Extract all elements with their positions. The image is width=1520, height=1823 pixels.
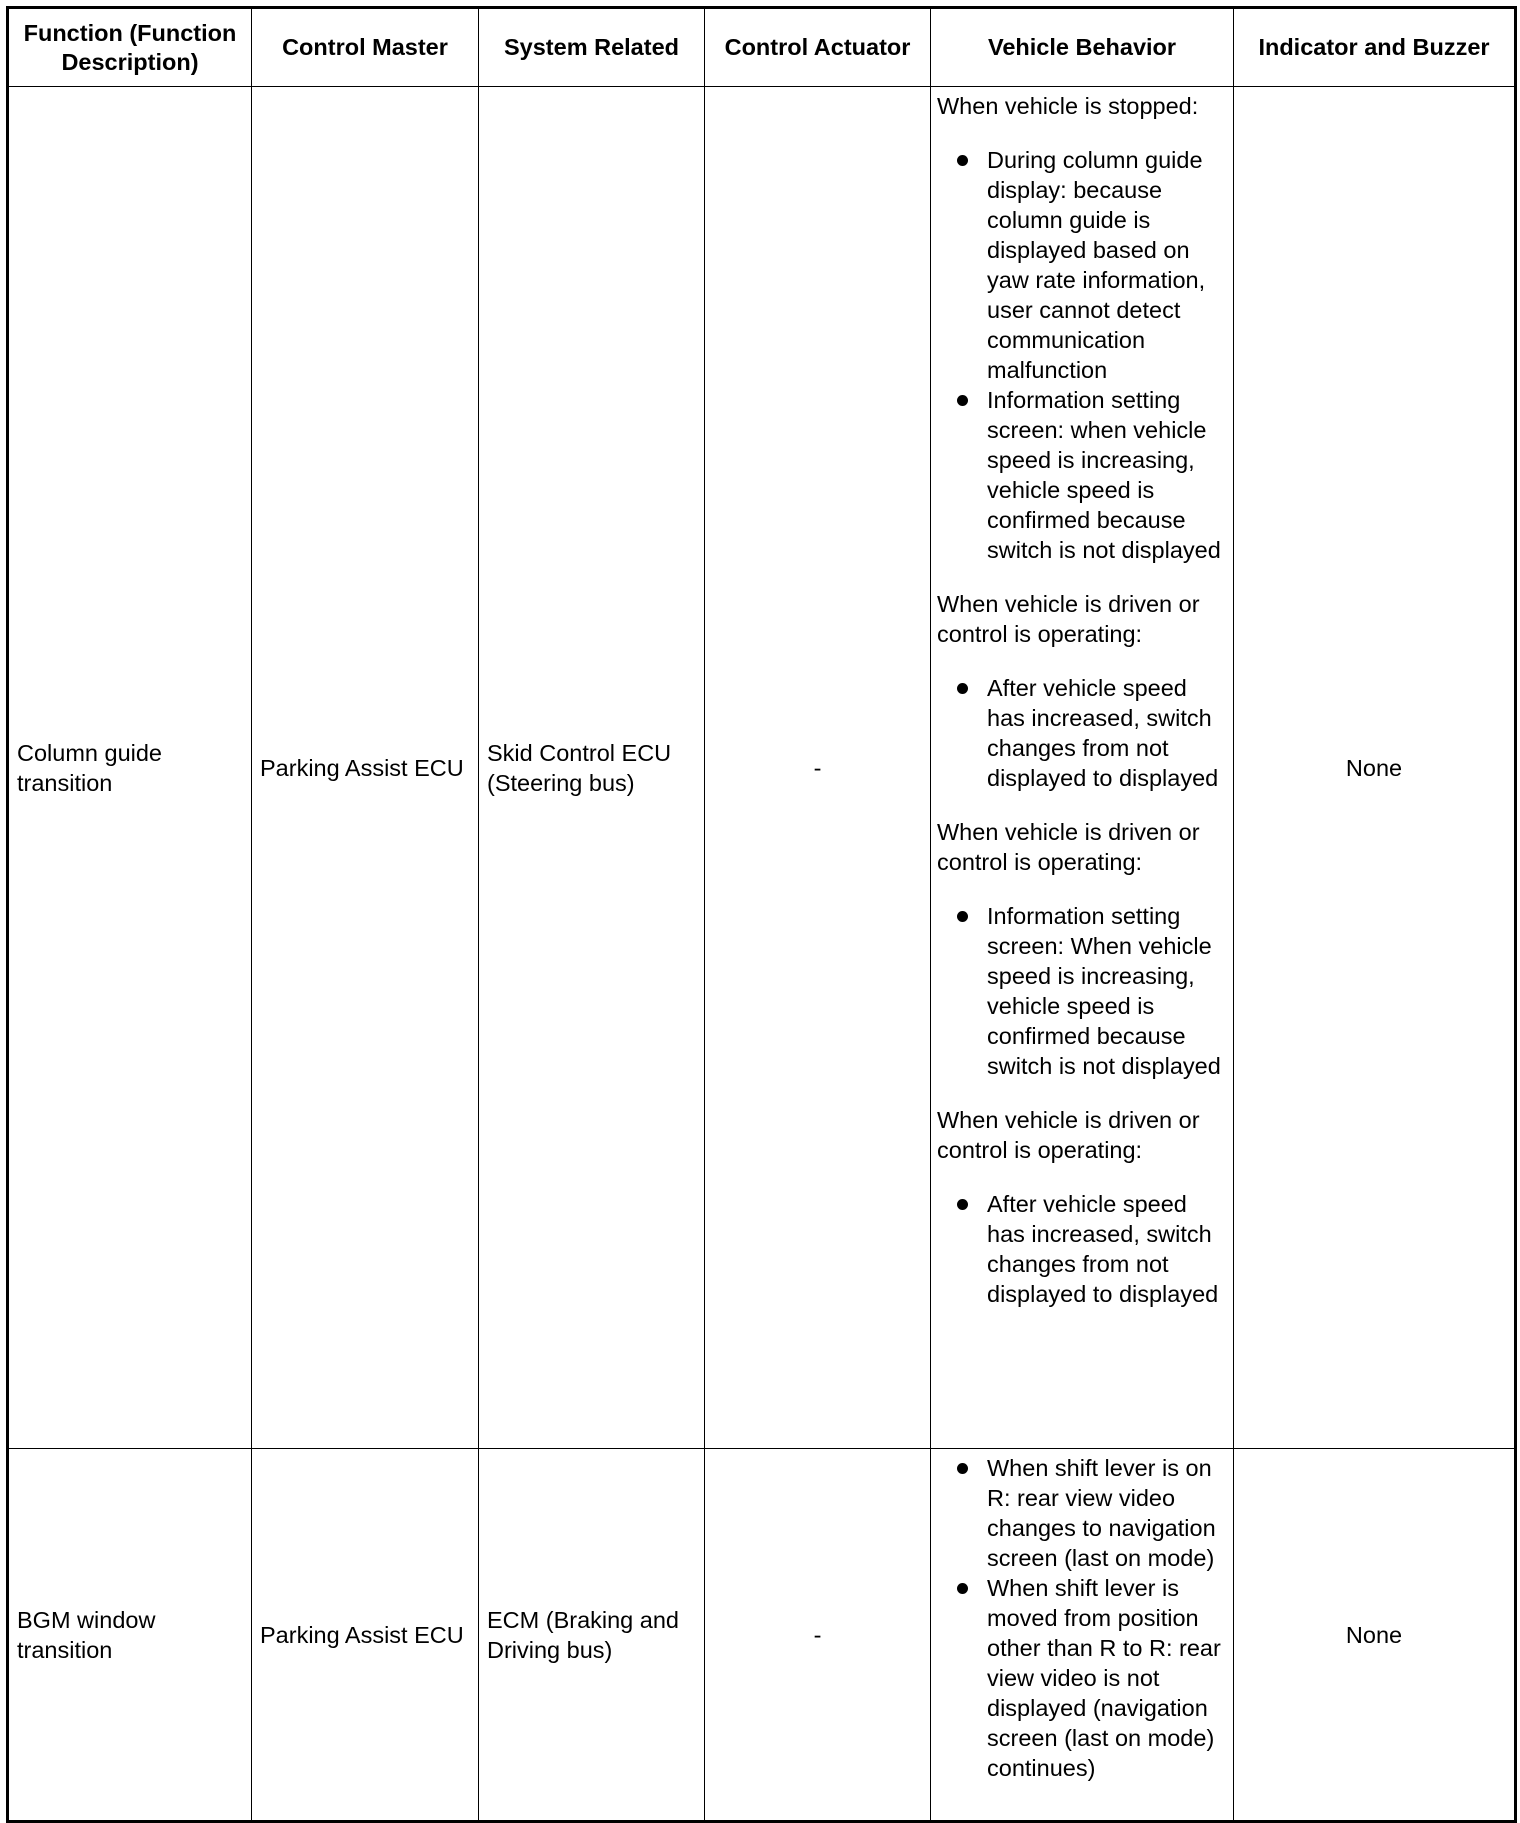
behavior-heading: When vehicle is driven or control is operating: — [937, 819, 1200, 875]
header-vehicle-behavior: Vehicle Behavior — [931, 8, 1234, 87]
header-control-actuator: Control Actuator — [705, 8, 931, 87]
cell-function: Column guide transition — [8, 87, 252, 1449]
behavior-bullet: After vehicle speed has increased, switch changes from not displayed to displayed — [937, 1189, 1227, 1309]
header-system-related: System Related — [479, 8, 705, 87]
function-spec-table — [6, 6, 1517, 1823]
behavior-bullet: During column guide display: because column guide is displayed based on yaw rate information, user cannot detect communication malfunction — [937, 145, 1227, 385]
cell-control-actuator: - — [705, 87, 931, 1449]
cell-control-master: Parking Assist ECU — [252, 87, 479, 1449]
cell-vehicle-behavior — [931, 87, 1234, 1449]
behavior-bullet: Information setting screen: when vehicle speed is increasing, vehicle speed is confirmed because switch is not displayed — [937, 385, 1227, 565]
cell-function: BGM window transition — [8, 1449, 252, 1822]
header-control-master: Control Master — [252, 8, 479, 87]
behavior-bullet: When shift lever is moved from position other than R to R: rear view video is not displayed (navigation screen (last on mode) continues) — [937, 1573, 1227, 1783]
cell-control-actuator: - — [705, 1449, 931, 1822]
table-row — [8, 87, 1516, 1449]
behavior-bullet-list — [937, 145, 1227, 565]
header-row — [8, 8, 1516, 87]
cell-system-related: ECM (Braking and Driving bus) — [479, 1449, 705, 1822]
cell-system-related: Skid Control ECU (Steering bus) — [479, 87, 705, 1449]
behavior-bullet-list — [937, 1453, 1227, 1783]
behavior-bullet-list — [937, 901, 1227, 1081]
cell-control-master: Parking Assist ECU — [252, 1449, 479, 1822]
behavior-bullet: After vehicle speed has increased, switch changes from not displayed to displayed — [937, 673, 1227, 793]
behavior-bullet: Information setting screen: When vehicle speed is increasing, vehicle speed is confirmed because switch is not displayed — [937, 901, 1227, 1081]
header-indicator-buzzer: Indicator and Buzzer — [1234, 8, 1516, 87]
cell-indicator-buzzer: None — [1234, 1449, 1516, 1822]
behavior-bullet-list — [937, 673, 1227, 793]
behavior-heading: When vehicle is stopped: — [937, 93, 1199, 119]
behavior-heading: When vehicle is driven or control is operating: — [937, 1107, 1200, 1163]
header-function: Function (Function Description) — [8, 8, 252, 87]
table-row — [8, 1449, 1516, 1822]
behavior-bullet: When shift lever is on R: rear view video changes to navigation screen (last on mode) — [937, 1453, 1227, 1573]
cell-vehicle-behavior — [931, 1449, 1234, 1822]
cell-indicator-buzzer: None — [1234, 87, 1516, 1449]
behavior-heading: When vehicle is driven or control is operating: — [937, 591, 1200, 647]
behavior-bullet-list — [937, 1189, 1227, 1309]
